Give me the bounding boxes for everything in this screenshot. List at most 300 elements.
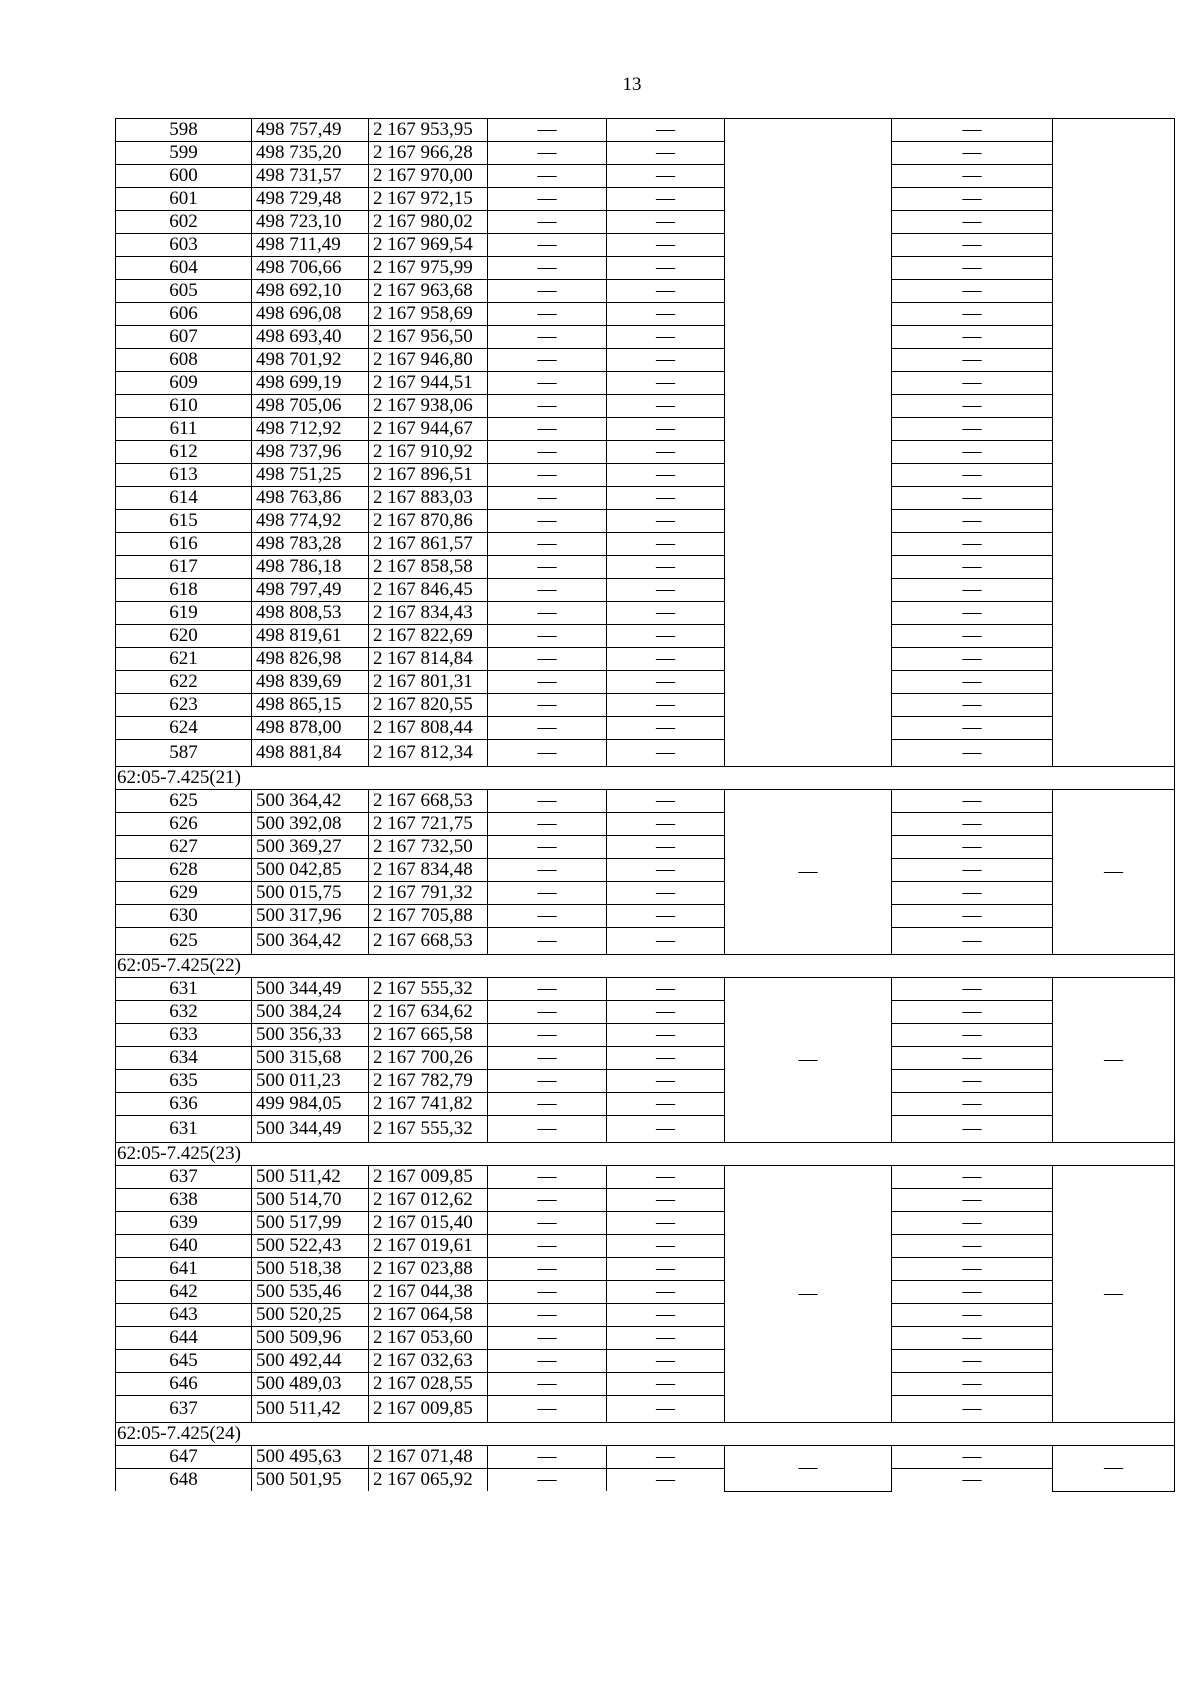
merged-dash-cell	[725, 119, 892, 767]
point-number-cell: 627	[116, 836, 252, 859]
merged-dash-cell: —	[1053, 1446, 1175, 1492]
table-row	[116, 257, 1175, 280]
dash-cell: —	[607, 464, 725, 487]
dash-cell: —	[892, 142, 1053, 165]
dash-cell: —	[892, 1469, 1053, 1492]
dash-cell: —	[488, 1446, 607, 1469]
y-coordinate-cell: 2 167 015,40	[369, 1212, 488, 1235]
dash-cell: —	[488, 648, 607, 671]
dash-cell: —	[488, 280, 607, 303]
table-row	[116, 717, 1175, 740]
y-coordinate-cell: 2 167 822,69	[369, 625, 488, 648]
x-coordinate-cell: 498 839,69	[252, 671, 369, 694]
merged-dash-cell: —	[725, 790, 892, 955]
y-coordinate-cell: 2 167 858,58	[369, 556, 488, 579]
table-row	[116, 1212, 1175, 1235]
point-number-cell: 609	[116, 372, 252, 395]
y-coordinate-cell: 2 167 071,48	[369, 1446, 488, 1469]
table-row	[116, 648, 1175, 671]
table-row	[116, 510, 1175, 533]
y-coordinate-cell: 2 167 963,68	[369, 280, 488, 303]
dash-cell: —	[607, 303, 725, 326]
table-row	[116, 142, 1175, 165]
x-coordinate-cell: 498 699,19	[252, 372, 369, 395]
table-row	[116, 625, 1175, 648]
x-coordinate-cell: 500 501,95	[252, 1469, 369, 1492]
table-row	[116, 790, 1175, 813]
y-coordinate-cell: 2 167 870,86	[369, 510, 488, 533]
table-row	[116, 1001, 1175, 1024]
dash-cell: —	[488, 740, 607, 767]
y-coordinate-cell: 2 167 053,60	[369, 1327, 488, 1350]
dash-cell: —	[607, 418, 725, 441]
point-number-cell: 638	[116, 1189, 252, 1212]
dash-cell: —	[892, 1093, 1053, 1116]
dash-cell: —	[607, 165, 725, 188]
y-coordinate-cell: 2 167 953,95	[369, 119, 488, 142]
dash-cell: —	[607, 1258, 725, 1281]
dash-cell: —	[607, 188, 725, 211]
dash-cell: —	[892, 372, 1053, 395]
table-row	[116, 326, 1175, 349]
table-row	[116, 1469, 1175, 1492]
x-coordinate-cell: 500 011,23	[252, 1070, 369, 1093]
point-number-cell: 635	[116, 1070, 252, 1093]
point-number-cell: 599	[116, 142, 252, 165]
dash-cell: —	[488, 1469, 607, 1492]
point-number-cell: 617	[116, 556, 252, 579]
y-coordinate-cell: 2 167 065,92	[369, 1469, 488, 1492]
dash-cell: —	[488, 1047, 607, 1070]
dash-cell: —	[488, 1116, 607, 1143]
page-number: 13	[622, 74, 642, 95]
dash-cell: —	[607, 1093, 725, 1116]
point-number-cell: 604	[116, 257, 252, 280]
table-row	[116, 813, 1175, 836]
y-coordinate-cell: 2 167 668,53	[369, 928, 488, 955]
point-number-cell: 612	[116, 441, 252, 464]
dash-cell: —	[607, 1116, 725, 1143]
point-number-cell: 622	[116, 671, 252, 694]
y-coordinate-cell: 2 167 028,55	[369, 1373, 488, 1396]
dash-cell: —	[488, 602, 607, 625]
dash-cell: —	[892, 257, 1053, 280]
dash-cell: —	[892, 717, 1053, 740]
point-number-cell: 647	[116, 1446, 252, 1469]
x-coordinate-cell: 498 774,92	[252, 510, 369, 533]
dash-cell: —	[607, 905, 725, 928]
dash-cell: —	[892, 1327, 1053, 1350]
point-number-cell: 600	[116, 165, 252, 188]
dash-cell: —	[892, 1258, 1053, 1281]
point-number-cell: 644	[116, 1327, 252, 1350]
point-number-cell: 628	[116, 859, 252, 882]
table-row	[116, 1166, 1175, 1189]
dash-cell: —	[892, 1212, 1053, 1235]
dash-cell: —	[892, 740, 1053, 767]
table-row	[116, 303, 1175, 326]
dash-cell: —	[607, 234, 725, 257]
table-row	[116, 740, 1175, 767]
point-number-cell: 619	[116, 602, 252, 625]
point-number-cell: 637	[116, 1166, 252, 1189]
table-row	[116, 487, 1175, 510]
dash-cell: —	[607, 349, 725, 372]
x-coordinate-cell: 500 511,42	[252, 1396, 369, 1423]
dash-cell: —	[892, 487, 1053, 510]
dash-cell: —	[607, 487, 725, 510]
x-coordinate-cell: 498 826,98	[252, 648, 369, 671]
dash-cell: —	[488, 395, 607, 418]
dash-cell: —	[607, 142, 725, 165]
y-coordinate-cell: 2 167 846,45	[369, 579, 488, 602]
dash-cell: —	[607, 533, 725, 556]
point-number-cell: 618	[116, 579, 252, 602]
dash-cell: —	[607, 1469, 725, 1492]
dash-cell: —	[488, 1281, 607, 1304]
table-row	[116, 978, 1175, 1001]
x-coordinate-cell: 500 344,49	[252, 978, 369, 1001]
dash-cell: —	[892, 1070, 1053, 1093]
dash-cell: —	[488, 717, 607, 740]
x-coordinate-cell: 498 783,28	[252, 533, 369, 556]
dash-cell: —	[488, 487, 607, 510]
dash-cell: —	[607, 211, 725, 234]
dash-cell: —	[607, 882, 725, 905]
y-coordinate-cell: 2 167 782,79	[369, 1070, 488, 1093]
dash-cell: —	[488, 303, 607, 326]
point-number-cell: 637	[116, 1396, 252, 1423]
table-row	[116, 579, 1175, 602]
point-number-cell: 602	[116, 211, 252, 234]
dash-cell: —	[607, 395, 725, 418]
dash-cell: —	[892, 882, 1053, 905]
table-row	[116, 1116, 1175, 1143]
x-coordinate-cell: 498 757,49	[252, 119, 369, 142]
point-number-cell: 608	[116, 349, 252, 372]
dash-cell: —	[488, 859, 607, 882]
table-row	[116, 418, 1175, 441]
point-number-cell: 634	[116, 1047, 252, 1070]
dash-cell: —	[892, 326, 1053, 349]
x-coordinate-cell: 500 315,68	[252, 1047, 369, 1070]
dash-cell: —	[607, 280, 725, 303]
x-coordinate-cell: 498 711,49	[252, 234, 369, 257]
dash-cell: —	[488, 257, 607, 280]
y-coordinate-cell: 2 167 634,62	[369, 1001, 488, 1024]
dash-cell: —	[607, 257, 725, 280]
dash-cell: —	[607, 694, 725, 717]
point-number-cell: 620	[116, 625, 252, 648]
dash-cell: —	[607, 602, 725, 625]
x-coordinate-cell: 498 723,10	[252, 211, 369, 234]
x-coordinate-cell: 498 878,00	[252, 717, 369, 740]
dash-cell: —	[892, 533, 1053, 556]
merged-dash-cell: —	[725, 978, 892, 1143]
dash-cell: —	[892, 1304, 1053, 1327]
section-title: 62:05-7.425(23)	[116, 1143, 1175, 1166]
x-coordinate-cell: 498 797,49	[252, 579, 369, 602]
dash-cell: —	[488, 1024, 607, 1047]
point-number-cell: 605	[116, 280, 252, 303]
y-coordinate-cell: 2 167 668,53	[369, 790, 488, 813]
table-row	[116, 1235, 1175, 1258]
dash-cell: —	[488, 625, 607, 648]
section-header-row	[116, 955, 1175, 978]
dash-cell: —	[892, 1350, 1053, 1373]
dash-cell: —	[607, 978, 725, 1001]
table-row	[116, 905, 1175, 928]
dash-cell: —	[488, 372, 607, 395]
dash-cell: —	[892, 1281, 1053, 1304]
y-coordinate-cell: 2 167 064,58	[369, 1304, 488, 1327]
point-number-cell: 640	[116, 1235, 252, 1258]
point-number-cell: 607	[116, 326, 252, 349]
dash-cell: —	[488, 556, 607, 579]
y-coordinate-cell: 2 167 980,02	[369, 211, 488, 234]
dash-cell: —	[892, 280, 1053, 303]
merged-dash-cell	[1053, 119, 1175, 767]
point-number-cell: 648	[116, 1469, 252, 1492]
table-row	[116, 1446, 1175, 1469]
y-coordinate-cell: 2 167 032,63	[369, 1350, 488, 1373]
y-coordinate-cell: 2 167 861,57	[369, 533, 488, 556]
point-number-cell: 624	[116, 717, 252, 740]
dash-cell: —	[488, 142, 607, 165]
x-coordinate-cell: 500 364,42	[252, 790, 369, 813]
dash-cell: —	[892, 1116, 1053, 1143]
dash-cell: —	[607, 928, 725, 955]
dash-cell: —	[892, 556, 1053, 579]
merged-dash-cell: —	[1053, 1166, 1175, 1423]
table-row	[116, 395, 1175, 418]
y-coordinate-cell: 2 167 019,61	[369, 1235, 488, 1258]
section-header-row	[116, 1423, 1175, 1446]
dash-cell: —	[607, 372, 725, 395]
dash-cell: —	[892, 694, 1053, 717]
dash-cell: —	[892, 1235, 1053, 1258]
y-coordinate-cell: 2 167 972,15	[369, 188, 488, 211]
y-coordinate-cell: 2 167 834,43	[369, 602, 488, 625]
point-number-cell: 626	[116, 813, 252, 836]
y-coordinate-cell: 2 167 700,26	[369, 1047, 488, 1070]
dash-cell: —	[488, 928, 607, 955]
dash-cell: —	[892, 836, 1053, 859]
table-row	[116, 1189, 1175, 1212]
dash-cell: —	[607, 813, 725, 836]
y-coordinate-cell: 2 167 705,88	[369, 905, 488, 928]
x-coordinate-cell: 500 518,38	[252, 1258, 369, 1281]
merged-dash-cell: —	[725, 1166, 892, 1423]
table-row	[116, 1024, 1175, 1047]
point-number-cell: 625	[116, 928, 252, 955]
y-coordinate-cell: 2 167 023,88	[369, 1258, 488, 1281]
dash-cell: —	[607, 326, 725, 349]
y-coordinate-cell: 2 167 814,84	[369, 648, 488, 671]
point-number-cell: 633	[116, 1024, 252, 1047]
merged-dash-cell: —	[1053, 790, 1175, 955]
table-row	[116, 928, 1175, 955]
point-number-cell: 642	[116, 1281, 252, 1304]
y-coordinate-cell: 2 167 665,58	[369, 1024, 488, 1047]
table-row	[116, 1350, 1175, 1373]
point-number-cell: 603	[116, 234, 252, 257]
dash-cell: —	[488, 234, 607, 257]
table-row	[116, 1373, 1175, 1396]
x-coordinate-cell: 498 865,15	[252, 694, 369, 717]
dash-cell: —	[607, 556, 725, 579]
dash-cell: —	[892, 579, 1053, 602]
table-row	[116, 1093, 1175, 1116]
table-row	[116, 1047, 1175, 1070]
table-row	[116, 533, 1175, 556]
dash-cell: —	[607, 579, 725, 602]
dash-cell: —	[607, 836, 725, 859]
x-coordinate-cell: 500 356,33	[252, 1024, 369, 1047]
point-number-cell: 630	[116, 905, 252, 928]
x-coordinate-cell: 500 511,42	[252, 1166, 369, 1189]
dash-cell: —	[607, 1396, 725, 1423]
x-coordinate-cell: 500 042,85	[252, 859, 369, 882]
x-coordinate-cell: 500 384,24	[252, 1001, 369, 1024]
dash-cell: —	[607, 1001, 725, 1024]
point-number-cell: 645	[116, 1350, 252, 1373]
dash-cell: —	[892, 510, 1053, 533]
section-title: 62:05-7.425(24)	[116, 1423, 1175, 1446]
x-coordinate-cell: 498 763,86	[252, 487, 369, 510]
x-coordinate-cell: 500 535,46	[252, 1281, 369, 1304]
dash-cell: —	[488, 978, 607, 1001]
dash-cell: —	[607, 1189, 725, 1212]
dash-cell: —	[892, 1446, 1053, 1469]
dash-cell: —	[488, 836, 607, 859]
y-coordinate-cell: 2 167 741,82	[369, 1093, 488, 1116]
dash-cell: —	[607, 1212, 725, 1235]
table-row	[116, 1396, 1175, 1423]
dash-cell: —	[488, 1235, 607, 1258]
dash-cell: —	[607, 1235, 725, 1258]
dash-cell: —	[607, 119, 725, 142]
dash-cell: —	[892, 1396, 1053, 1423]
dash-cell: —	[607, 1281, 725, 1304]
dash-cell: —	[892, 1047, 1053, 1070]
point-number-cell: 614	[116, 487, 252, 510]
dash-cell: —	[488, 1093, 607, 1116]
point-number-cell: 631	[116, 1116, 252, 1143]
dash-cell: —	[607, 1350, 725, 1373]
dash-cell: —	[488, 882, 607, 905]
x-coordinate-cell: 498 731,57	[252, 165, 369, 188]
dash-cell: —	[892, 1001, 1053, 1024]
y-coordinate-cell: 2 167 044,38	[369, 1281, 488, 1304]
point-number-cell: 610	[116, 395, 252, 418]
x-coordinate-cell: 500 489,03	[252, 1373, 369, 1396]
table-row	[116, 464, 1175, 487]
point-number-cell: 641	[116, 1258, 252, 1281]
dash-cell: —	[488, 418, 607, 441]
table-row	[116, 602, 1175, 625]
table-row	[116, 188, 1175, 211]
dash-cell: —	[488, 119, 607, 142]
dash-cell: —	[892, 165, 1053, 188]
dash-cell: —	[892, 602, 1053, 625]
y-coordinate-cell: 2 167 956,50	[369, 326, 488, 349]
point-number-cell: 625	[116, 790, 252, 813]
point-number-cell: 621	[116, 648, 252, 671]
x-coordinate-cell: 500 514,70	[252, 1189, 369, 1212]
table-row	[116, 836, 1175, 859]
section-title: 62:05-7.425(22)	[116, 955, 1175, 978]
table-row	[116, 280, 1175, 303]
x-coordinate-cell: 498 751,25	[252, 464, 369, 487]
dash-cell: —	[892, 188, 1053, 211]
point-number-cell: 623	[116, 694, 252, 717]
y-coordinate-cell: 2 167 555,32	[369, 978, 488, 1001]
dash-cell: —	[488, 326, 607, 349]
point-number-cell: 598	[116, 119, 252, 142]
x-coordinate-cell: 498 729,48	[252, 188, 369, 211]
dash-cell: —	[607, 625, 725, 648]
y-coordinate-cell: 2 167 801,31	[369, 671, 488, 694]
table-row	[116, 882, 1175, 905]
dash-cell: —	[488, 1350, 607, 1373]
y-coordinate-cell: 2 167 969,54	[369, 234, 488, 257]
x-coordinate-cell: 498 808,53	[252, 602, 369, 625]
dash-cell: —	[488, 813, 607, 836]
y-coordinate-cell: 2 167 009,85	[369, 1396, 488, 1423]
dash-cell: —	[892, 1189, 1053, 1212]
dash-cell: —	[607, 1047, 725, 1070]
dash-cell: —	[892, 1166, 1053, 1189]
point-number-cell: 616	[116, 533, 252, 556]
dash-cell: —	[488, 579, 607, 602]
y-coordinate-cell: 2 167 970,00	[369, 165, 488, 188]
point-number-cell: 615	[116, 510, 252, 533]
dash-cell: —	[607, 648, 725, 671]
table-row	[116, 119, 1175, 142]
dash-cell: —	[488, 1258, 607, 1281]
y-coordinate-cell: 2 167 883,03	[369, 487, 488, 510]
x-coordinate-cell: 500 344,49	[252, 1116, 369, 1143]
table-row	[116, 372, 1175, 395]
point-number-cell: 643	[116, 1304, 252, 1327]
dash-cell: —	[892, 1373, 1053, 1396]
table-row	[116, 349, 1175, 372]
table-row	[116, 441, 1175, 464]
y-coordinate-cell: 2 167 896,51	[369, 464, 488, 487]
dash-cell: —	[488, 1070, 607, 1093]
y-coordinate-cell: 2 167 975,99	[369, 257, 488, 280]
y-coordinate-cell: 2 167 732,50	[369, 836, 488, 859]
table-row	[116, 211, 1175, 234]
y-coordinate-cell: 2 167 966,28	[369, 142, 488, 165]
dash-cell: —	[488, 1304, 607, 1327]
dash-cell: —	[892, 395, 1053, 418]
y-coordinate-cell: 2 167 808,44	[369, 717, 488, 740]
table-row	[116, 1327, 1175, 1350]
x-coordinate-cell: 500 364,42	[252, 928, 369, 955]
dash-cell: —	[488, 533, 607, 556]
dash-cell: —	[892, 671, 1053, 694]
x-coordinate-cell: 498 786,18	[252, 556, 369, 579]
dash-cell: —	[892, 928, 1053, 955]
dash-cell: —	[892, 648, 1053, 671]
point-number-cell: 587	[116, 740, 252, 767]
y-coordinate-cell: 2 167 944,51	[369, 372, 488, 395]
dash-cell: —	[607, 1024, 725, 1047]
dash-cell: —	[488, 1166, 607, 1189]
x-coordinate-cell: 498 701,92	[252, 349, 369, 372]
